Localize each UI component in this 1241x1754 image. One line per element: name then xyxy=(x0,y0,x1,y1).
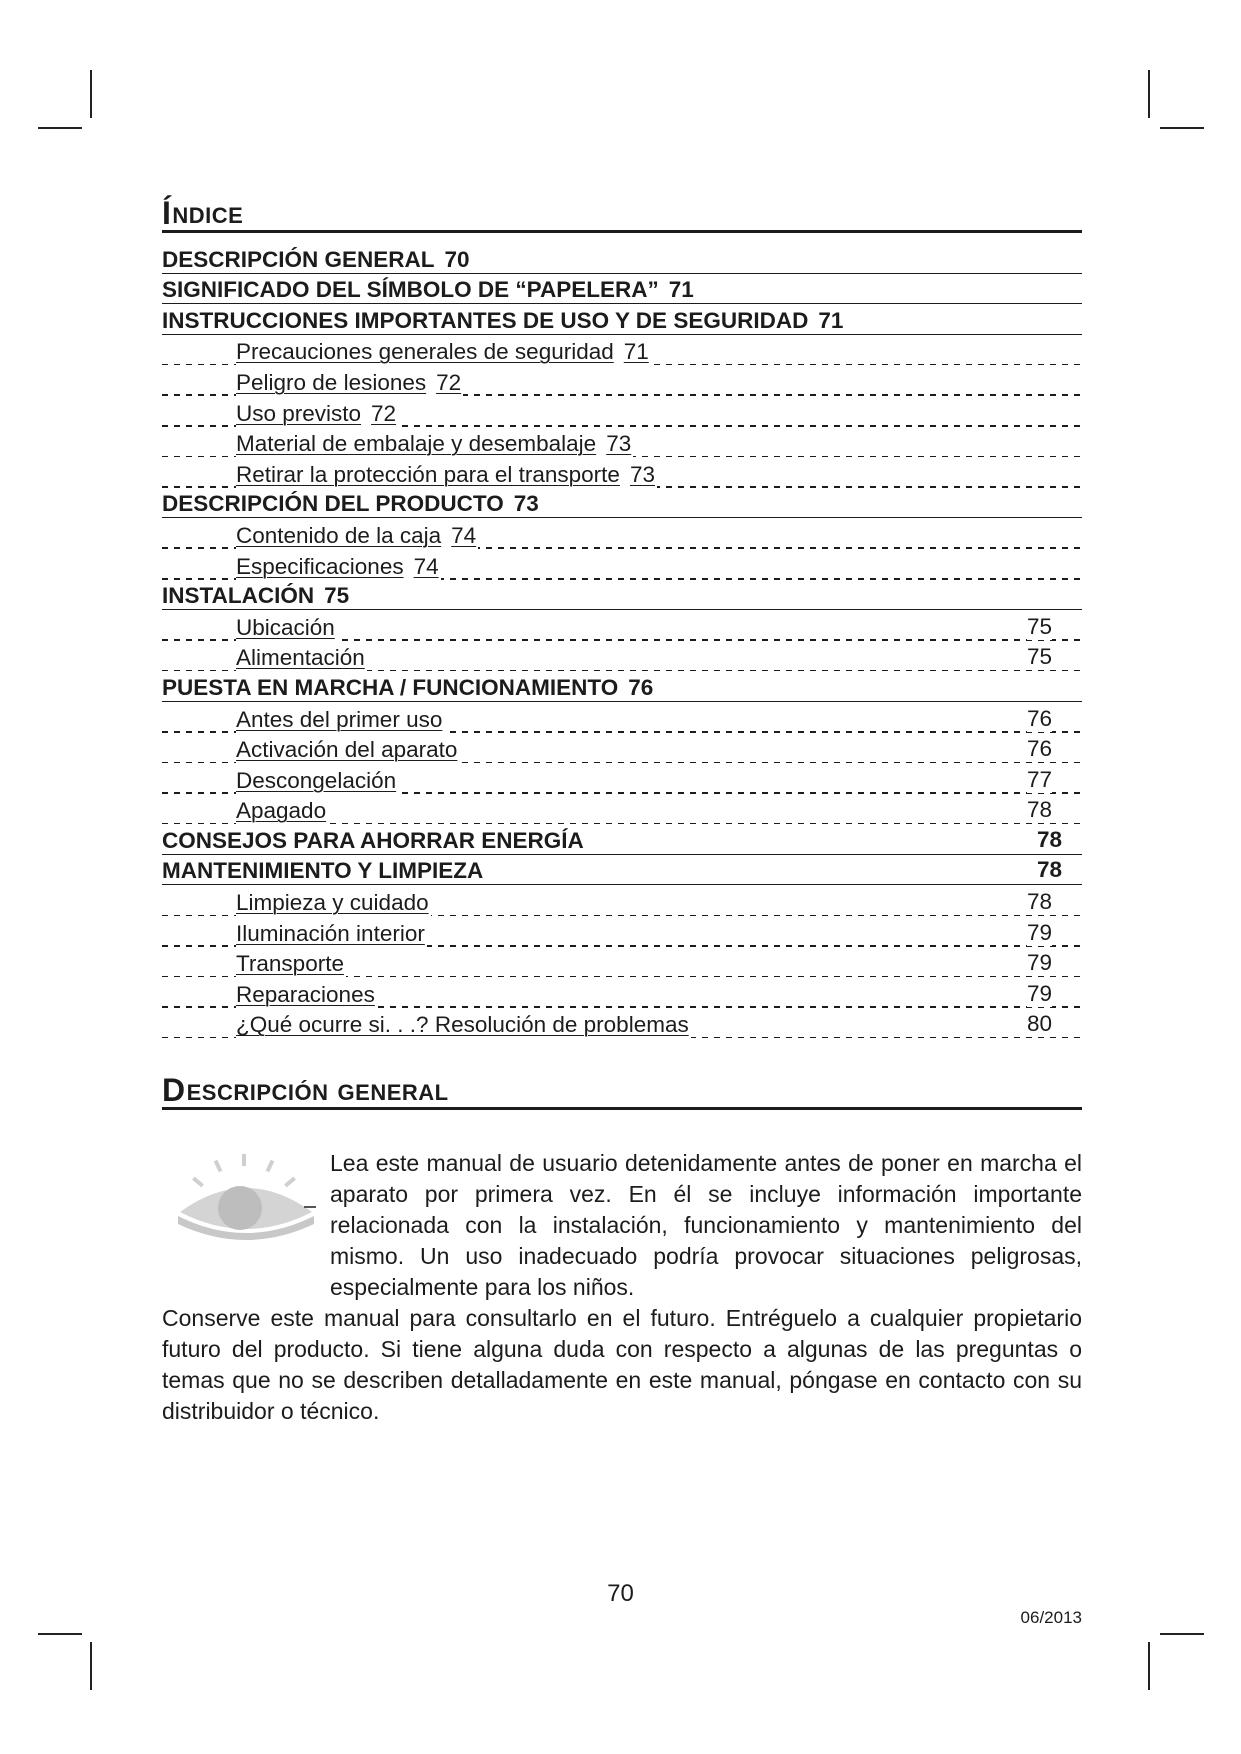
toc-subsection-row[interactable] xyxy=(162,1008,1082,1039)
toc-entry-label: SIGNIFICADO DEL SÍMBOLO DE “PAPELERA” xyxy=(162,277,659,303)
toc-entry-label: INSTALACIÓN xyxy=(162,583,315,609)
toc-entry-label: Apagado xyxy=(236,798,327,824)
toc-subsection-row[interactable] xyxy=(162,335,1082,366)
toc-entry-label: Contenido de la caja 74 xyxy=(236,522,477,548)
page-number: 70 xyxy=(607,1580,634,1607)
toc-subsection-row[interactable] xyxy=(162,549,1082,580)
toc-entry-page: 72 xyxy=(371,400,397,426)
crop-mark xyxy=(38,127,82,129)
toc-entry-label: Activación del aparato xyxy=(236,737,458,763)
page-content xyxy=(162,195,1082,1427)
toc-entry-page: 73 xyxy=(513,491,539,517)
toc-section-row[interactable] xyxy=(162,274,1082,305)
toc-entry-label: DESCRIPCIÓN DEL PRODUCTO xyxy=(162,491,504,517)
toc-subsection-row[interactable] xyxy=(162,763,1082,794)
toc-subsection-row[interactable] xyxy=(162,365,1082,396)
toc-entry-label: Uso previsto 72 xyxy=(236,400,397,426)
print-date: 06/2013 xyxy=(1020,1608,1082,1627)
toc-entry-label: Iluminación interior xyxy=(236,920,425,946)
toc-subsection-row[interactable] xyxy=(162,427,1082,458)
toc-subsection-row[interactable] xyxy=(162,610,1082,641)
toc-entry-page: 79 xyxy=(1026,919,1052,945)
toc-section-row[interactable] xyxy=(162,580,1082,611)
toc-entry-page: 73 xyxy=(629,461,655,487)
toc-entry-page: 79 xyxy=(1026,950,1052,976)
toc-entry-page: 79 xyxy=(1026,980,1052,1006)
toc-entry-page: 72 xyxy=(436,369,462,395)
crop-mark xyxy=(90,1642,92,1690)
toc-subsection-row[interactable] xyxy=(162,733,1082,764)
crop-mark xyxy=(1160,127,1204,129)
toc-subsection-row[interactable] xyxy=(162,702,1082,733)
toc-section-row[interactable] xyxy=(162,824,1082,855)
toc-entry-label: CONSEJOS PARA AHORRAR ENERGÍA xyxy=(162,827,584,853)
crop-mark xyxy=(1148,70,1150,118)
toc-entry-label: Transporte xyxy=(236,951,344,977)
table-of-contents xyxy=(162,243,1082,1038)
toc-entry-page: 75 xyxy=(1026,644,1052,670)
toc-entry-page: 71 xyxy=(818,307,844,333)
toc-section-row[interactable] xyxy=(162,855,1082,886)
toc-section-row[interactable] xyxy=(162,243,1082,274)
crop-mark xyxy=(90,70,92,118)
toc-entry-label: Descongelación xyxy=(236,767,397,793)
toc-entry-label: Precauciones generales de seguridad 71 xyxy=(236,339,649,365)
toc-entry-page: 78 xyxy=(1036,857,1062,883)
toc-section-row[interactable] xyxy=(162,671,1082,702)
toc-entry-label: Antes del primer uso xyxy=(236,706,443,732)
general-title-small: ESCRIPCIÓN xyxy=(186,1080,329,1106)
toc-subsection-row[interactable] xyxy=(162,518,1082,549)
toc-entry-page: 74 xyxy=(413,553,439,579)
toc-entry-page: 76 xyxy=(1026,705,1052,731)
toc-subsection-row[interactable] xyxy=(162,641,1082,672)
toc-entry-page: 75 xyxy=(1026,613,1052,639)
toc-entry-label: Retirar la protección para el transporte 73 xyxy=(236,461,655,487)
general-title-initial: D xyxy=(162,1072,186,1109)
toc-entry-label: MANTENIMIENTO Y LIMPIEZA xyxy=(162,858,484,884)
general-description xyxy=(162,1148,1082,1427)
toc-entry-label: Material de embalaje y desembalaje 73 xyxy=(236,431,632,457)
toc-entry-page: 70 xyxy=(444,246,470,272)
toc-entry-page: 71 xyxy=(668,277,694,303)
general-title-rest: GENERAL xyxy=(337,1080,449,1106)
toc-entry-label: DESCRIPCIÓN GENERAL xyxy=(162,246,435,272)
toc-subsection-row[interactable] xyxy=(162,457,1082,488)
toc-title-initial: Í xyxy=(162,195,172,231)
toc-entry-page: 77 xyxy=(1026,766,1052,792)
toc-section-row[interactable] xyxy=(162,304,1082,335)
toc-entry-label: INSTRUCCIONES IMPORTANTES DE USO Y DE SEGURIDAD xyxy=(162,307,809,333)
toc-entry-label: Reparaciones xyxy=(236,981,375,1007)
crop-mark xyxy=(1148,1642,1150,1690)
toc-title xyxy=(162,195,1082,233)
toc-entry-page: 80 xyxy=(1026,1011,1052,1037)
toc-subsection-row[interactable] xyxy=(162,916,1082,947)
general-paragraph-1: Lea este manual de usuario detenidamente antes de poner en marcha el aparato por primera vez. En él se incluye información importante relacionada con la instalación, funcionamiento y mantenimiento del mismo. Un uso inadecuado podría provocar situaciones peligrosas, especialmente para los niños. xyxy=(330,1150,1082,1301)
toc-entry-label: PUESTA EN MARCHA / FUNCIONAMIENTO xyxy=(162,674,619,700)
general-paragraph-2: Conserve este manual para consultarlo en el futuro. Entréguelo a cualquier propietario futuro del producto. Si tiene alguna duda con respecto a algunas de las preguntas o temas que no se describen detalladamente en este manual, póngase en contacto con su distribuidor o técnico. xyxy=(162,1305,1082,1425)
toc-entry-page: 73 xyxy=(606,431,632,457)
toc-subsection-row[interactable] xyxy=(162,885,1082,916)
toc-title-rest: NDICE xyxy=(172,203,244,228)
toc-entry-page: 74 xyxy=(451,522,477,548)
toc-entry-page: 78 xyxy=(1026,889,1052,915)
toc-entry-label: Peligro de lesiones 72 xyxy=(236,369,462,395)
eye-icon xyxy=(176,1150,316,1250)
toc-entry-label: Especificaciones 74 xyxy=(236,553,439,579)
toc-entry-label: ¿Qué ocurre si. . .? Resolución de problemas xyxy=(236,1012,689,1038)
toc-entry-page: 71 xyxy=(623,339,649,365)
toc-subsection-row[interactable] xyxy=(162,396,1082,427)
crop-mark xyxy=(38,1633,82,1635)
toc-subsection-row[interactable] xyxy=(162,977,1082,1008)
toc-entry-page: 76 xyxy=(1026,736,1052,762)
toc-entry-page: 76 xyxy=(628,674,654,700)
toc-subsection-row[interactable] xyxy=(162,947,1082,978)
toc-section-row[interactable] xyxy=(162,488,1082,519)
toc-entry-label: Ubicación xyxy=(236,614,335,640)
toc-entry-label: Limpieza y cuidado xyxy=(236,890,429,916)
general-description-title xyxy=(162,1072,1082,1110)
toc-entry-page: 75 xyxy=(324,583,350,609)
toc-entry-page: 78 xyxy=(1026,797,1052,823)
toc-subsection-row[interactable] xyxy=(162,794,1082,825)
crop-mark xyxy=(1160,1633,1204,1635)
toc-entry-page: 78 xyxy=(1036,826,1062,852)
toc-entry-label: Alimentación xyxy=(236,645,365,671)
